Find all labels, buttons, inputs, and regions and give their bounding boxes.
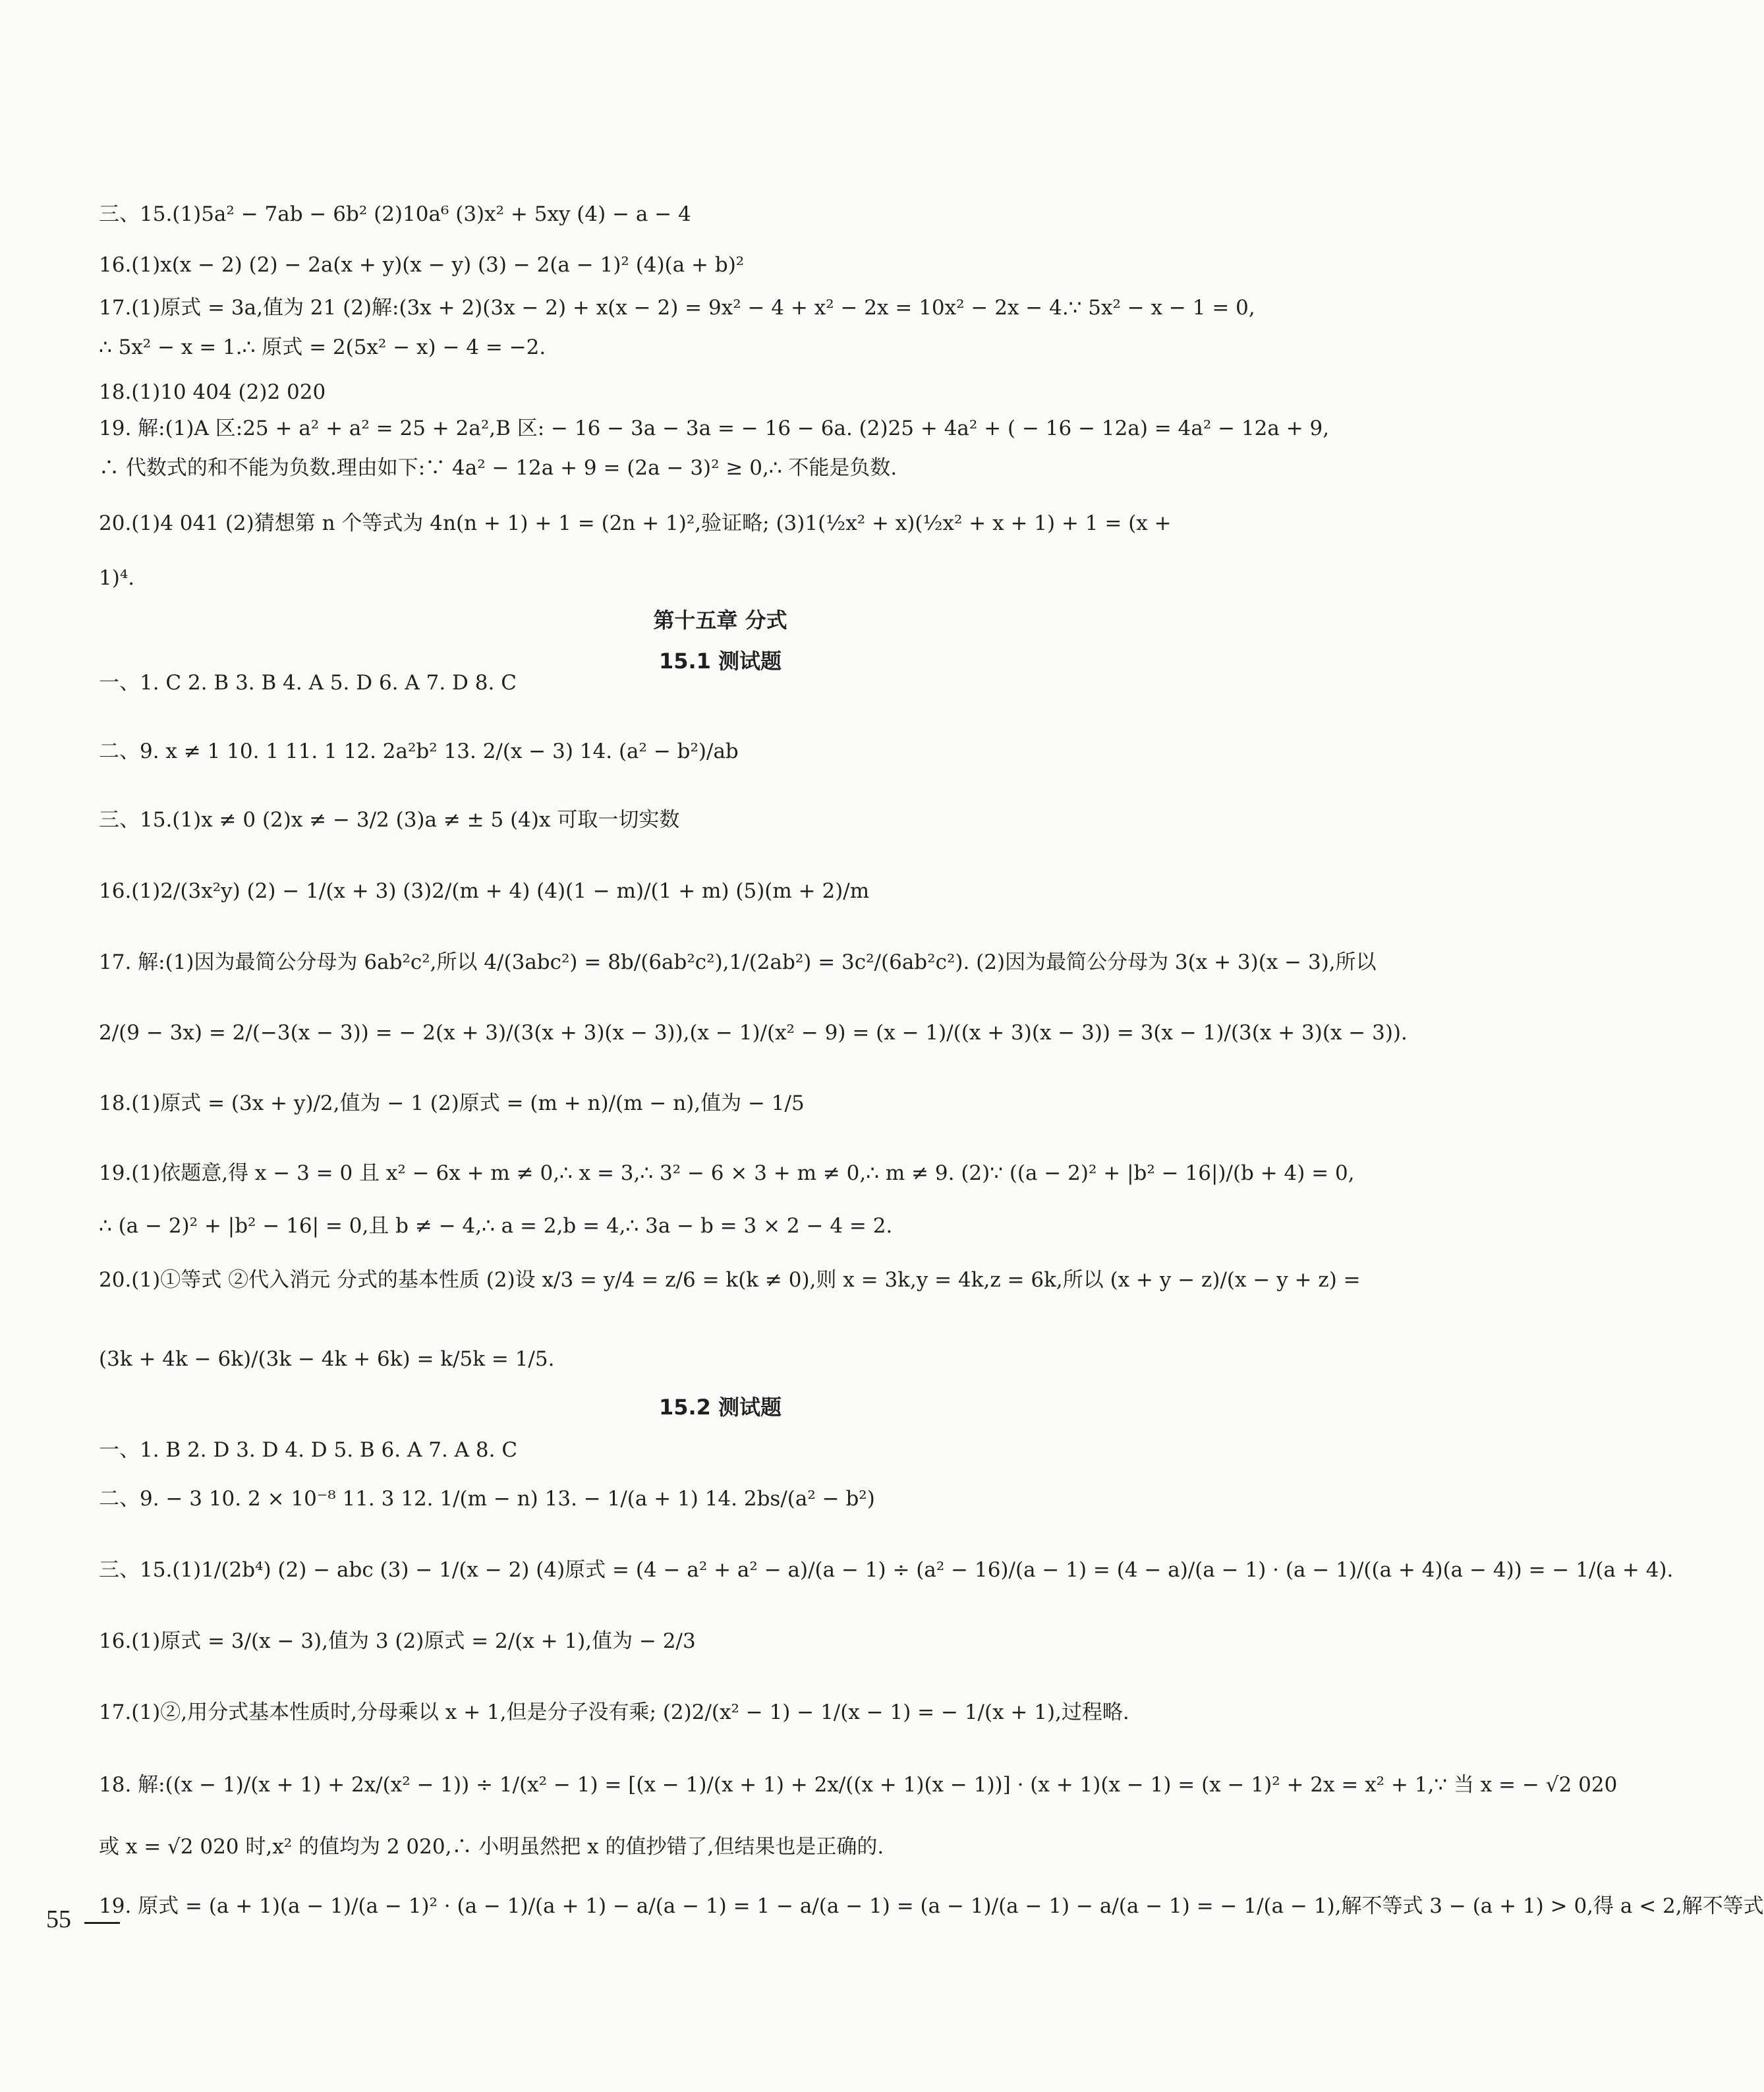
answer-line: 19. 原式 = (a + 1)(a − 1)/(a − 1)² · (a − 1)/(a + 1) − a/(a − 1) = 1 − a/(a − 1) = (a − 1)/(a − 1) − a/(a − 1) = − 1/(a − 1),解不等式 3 − (a + 1) > 0,得 a < 2,解不等式 [99, 1894, 1764, 1918]
answer-line: 20.(1)①等式 ②代入消元 分式的基本性质 (2)设 x/3 = y/4 = z/6 = k(k ≠ 0),则 x = 3k,y = 4k,z = 6k,所以 (x + y − z)/(x − y + z) = [99, 1268, 1361, 1292]
answer-line: 17. 解:(1)因为最简公分母为 6ab²c²,所以 4/(3abc²) = 8b/(6ab²c²),1/(2ab²) = 3c²/(6ab²c²). (2)因为最简公分母为 3(x + 3)(x − 3),所以 [99, 950, 1377, 974]
answer-line: 20.(1)4 041 (2)猜想第 n 个等式为 4n(n + 1) + 1 = (2n + 1)²,验证略; (3)1(½x² + x)(½x² + x + 1) + 1 = (x + [99, 511, 1172, 535]
answer-line: 三、15.(1)x ≠ 0 (2)x ≠ − 3/2 (3)a ≠ ± 5 (4)x 可取一切实数 [99, 808, 680, 832]
answer-line: 三、15.(1)5a² − 7ab − 6b² (2)10a⁶ (3)x² + 5xy (4) − a − 4 [99, 202, 691, 226]
answer-line: 二、9. x ≠ 1 10. 1 11. 1 12. 2a²b² 13. 2/(x − 3) 14. (a² − b²)/ab [99, 740, 739, 763]
answer-line: 二、9. − 3 10. 2 × 10⁻⁸ 11. 3 12. 1/(m − n) 13. − 1/(a + 1) 14. 2bs/(a² − b²) [99, 1487, 875, 1511]
answer-line: 1)⁴. [99, 566, 135, 590]
answer-line: 19.(1)依题意,得 x − 3 = 0 且 x² − 6x + m ≠ 0,∴ x = 3,∴ 3² − 6 × 3 + m ≠ 0,∴ m ≠ 9. (2)∵ ((a − 2)² + |b² − 16|)/(b + 4) = 0, [99, 1161, 1355, 1185]
answer-line: ∴ 5x² − x = 1.∴ 原式 = 2(5x² − x) − 4 = −2. [99, 335, 546, 359]
answer-line: 18.(1)10 404 (2)2 020 [99, 380, 326, 404]
page-number-rule [84, 1922, 120, 1924]
answer-line: ∴ (a − 2)² + |b² − 16| = 0,且 b ≠ − 4,∴ a = 2,b = 4,∴ 3a − b = 3 × 2 − 4 = 2. [99, 1214, 893, 1238]
answer-line: 17.(1)原式 = 3a,值为 21 (2)解:(3x + 2)(3x − 2) + x(x − 2) = 9x² − 4 + x² − 2x = 10x² − 2x − 4.∵ 5x² − x − 1 = 0, [99, 296, 1255, 320]
answer-line: 16.(1)2/(3x²y) (2) − 1/(x + 3) (3)2/(m + 4) (4)(1 − m)/(1 + m) (5)(m + 2)/m [99, 879, 870, 903]
answer-line: 或 x = √2 020 时,x² 的值均为 2 020,∴ 小明虽然把 x 的值抄错了,但结果也是正确的. [99, 1835, 884, 1859]
answer-line: 2/(9 − 3x) = 2/(−3(x − 3)) = − 2(x + 3)/(3(x + 3)(x − 3)),(x − 1)/(x² − 9) = (x − 1)/((x + 3)(x − 3)) = 3(x − 1)/(3(x + 3)(x − 3)). [99, 1021, 1408, 1045]
section-heading: 15.2 测试题 [658, 1395, 782, 1420]
answer-line: 16.(1)x(x − 2) (2) − 2a(x + y)(x − y) (3) − 2(a − 1)² (4)(a + b)² [99, 253, 745, 277]
answer-line: 三、15.(1)1/(2b⁴) (2) − abc (3) − 1/(x − 2) (4)原式 = (4 − a² + a² − a)/(a − 1) ÷ (a² − 16)/(a − 1) = (4 − a)/(a − 1) · (a − 1)/((a + 4)(a − 4)) = − 1/(a + 4). [99, 1558, 1674, 1582]
answer-line: 19. 解:(1)A 区:25 + a² + a² = 25 + 2a²,B 区: − 16 − 3a − 3a = − 16 − 6a. (2)25 + 4a² + ( − 16 − 12a) = 4a² − 12a + 9, [99, 417, 1330, 440]
answer-line: 16.(1)原式 = 3/(x − 3),值为 3 (2)原式 = 2/(x + 1),值为 − 2/3 [99, 1629, 696, 1653]
chapter-heading: 第十五章 分式 [653, 608, 787, 633]
answer-line: 一、1. C 2. B 3. B 4. A 5. D 6. A 7. D 8. C [99, 671, 517, 695]
answer-line: 18.(1)原式 = (3x + y)/2,值为 − 1 (2)原式 = (m + n)/(m − n),值为 − 1/5 [99, 1091, 805, 1115]
answer-line: (3k + 4k − 6k)/(3k − 4k + 6k) = k/5k = 1/5. [99, 1347, 555, 1371]
answer-line: 17.(1)②,用分式基本性质时,分母乘以 x + 1,但是分子没有乘; (2)2/(x² − 1) − 1/(x − 1) = − 1/(x + 1),过程略. [99, 1700, 1129, 1724]
answer-line: 18. 解:((x − 1)/(x + 1) + 2x/(x² − 1)) ÷ 1/(x² − 1) = [(x − 1)/(x + 1) + 2x/((x + 1)(x − 1))] · (x + 1)(x − 1) = (x − 1)² + 2x = x² + 1,∵ 当 x = − √2 020 [99, 1773, 1618, 1797]
answer-line: ∴ 代数式的和不能为负数.理由如下:∵ 4a² − 12a + 9 = (2a − 3)² ≥ 0,∴ 不能是负数. [99, 456, 897, 480]
section-heading: 15.1 测试题 [658, 649, 782, 674]
page-number: 55 [46, 1905, 71, 1933]
answer-line: 一、1. B 2. D 3. D 4. D 5. B 6. A 7. A 8. C [99, 1438, 518, 1462]
